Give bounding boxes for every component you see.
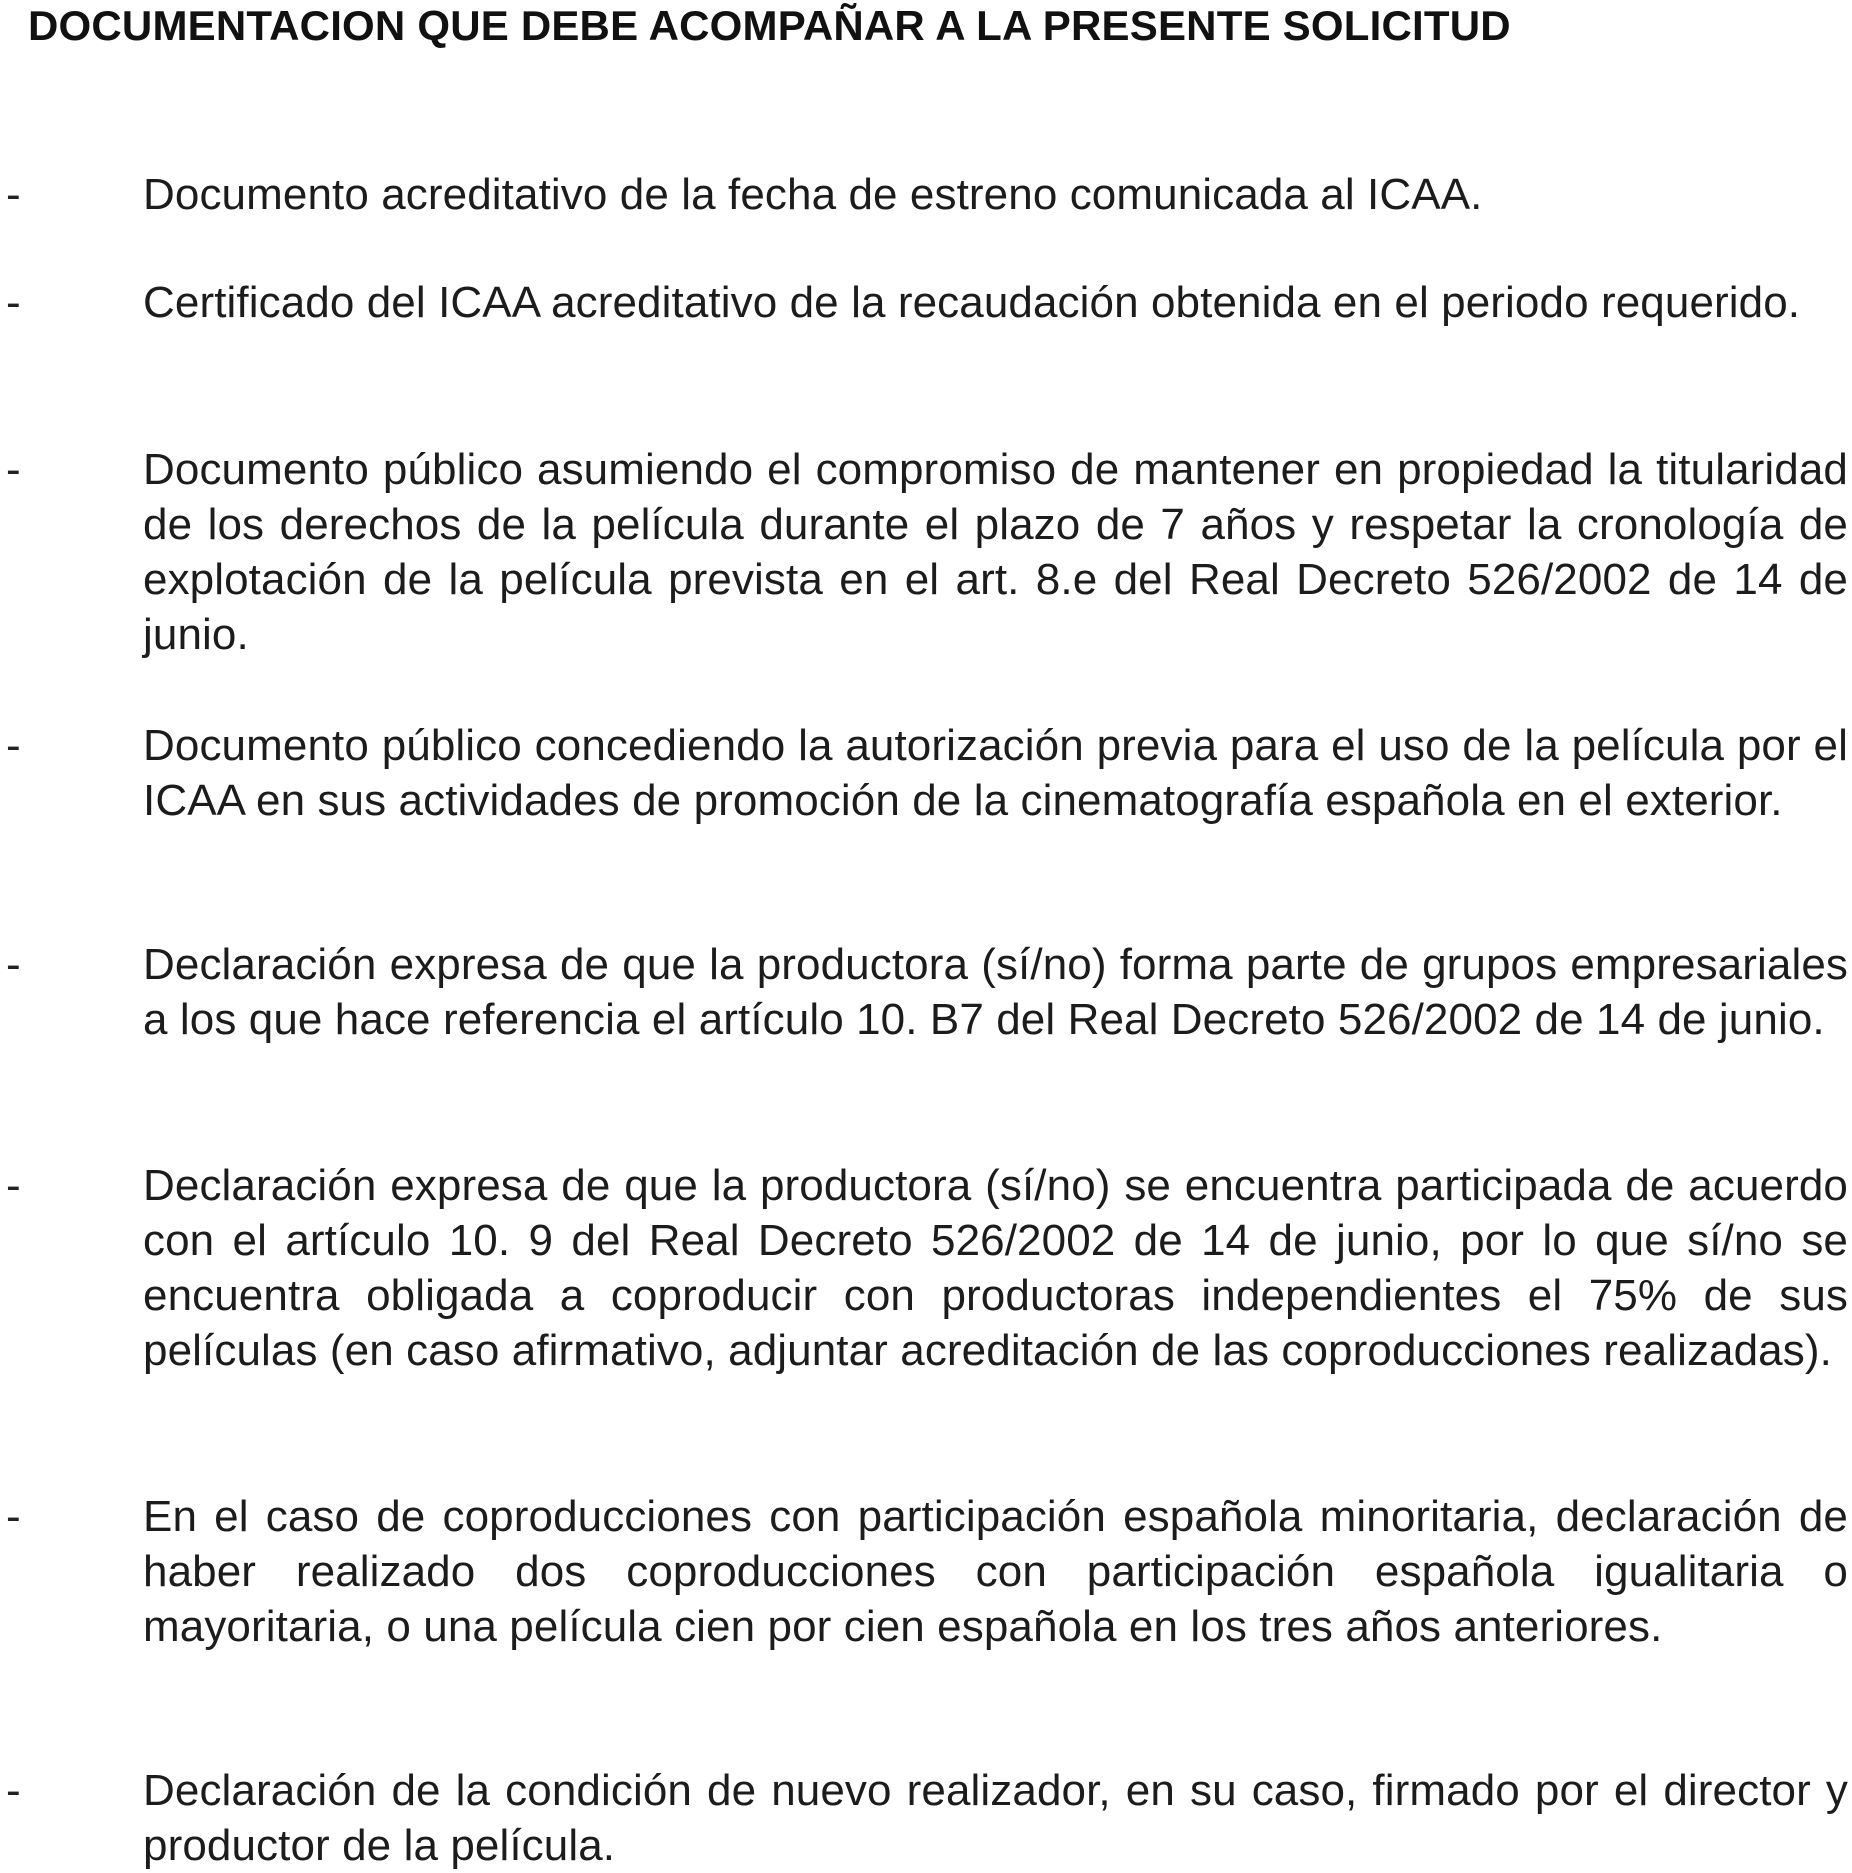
bullet-dash: - — [6, 170, 21, 219]
bullet-dash: - — [6, 445, 21, 494]
list-item-text: Declaración expresa de que la productora (sí/no) se encuentra participada de acuerdo con el artículo 10. 9 del Real Decreto 526/2002 de 14 de junio, por lo que sí/no se encuentra obligada a coproducir con productoras independientes el 75% de sus películas (en caso afirmativo, adjuntar acreditación de las coproducciones realizadas). — [143, 1161, 1848, 1375]
list-item-text: Declaración de la condición de nuevo realizador, en su caso, firmado por el director y productor de la película. — [143, 1766, 1848, 1870]
bullet-dash: - — [6, 940, 21, 989]
list-item-text: Documento acreditativo de la fecha de estreno comunicada al ICAA. — [143, 170, 1483, 219]
bullet-dash: - — [6, 1766, 21, 1815]
bullet-dash: - — [6, 278, 21, 327]
list-item-text: Certificado del ICAA acreditativo de la recaudación obtenida en el periodo requerido. — [143, 278, 1801, 327]
list-item-text: En el caso de coproducciones con participación española minoritaria, declaración de haber realizado dos coproducciones con participación española igualitaria o mayoritaria, o una película cien por cien española en los tres años anteriores. — [143, 1492, 1848, 1651]
bullet-dash: - — [6, 1492, 21, 1541]
bullet-dash: - — [6, 721, 21, 770]
list-item-text: Documento público asumiendo el compromiso de mantener en propiedad la titularidad de los derechos de la película durante el plazo de 7 años y respetar la cronología de explotación de la película prevista en el art. 8.e del Real Decreto 526/2002 de 14 de junio. — [143, 445, 1848, 659]
list-item-text: Documento público concediendo la autorización previa para el uso de la película por el ICAA en sus actividades de promoción de la cinematografía española en el exterior. — [143, 721, 1848, 825]
document-title: DOCUMENTACION QUE DEBE ACOMPAÑAR A LA PRESENTE SOLICITUD — [28, 2, 1511, 49]
bullet-dash: - — [6, 1161, 21, 1210]
list-item-text: Declaración expresa de que la productora (sí/no) forma parte de grupos empresariales a los que hace referencia el artículo 10. B7 del Real Decreto 526/2002 de 14 de junio. — [143, 940, 1848, 1044]
